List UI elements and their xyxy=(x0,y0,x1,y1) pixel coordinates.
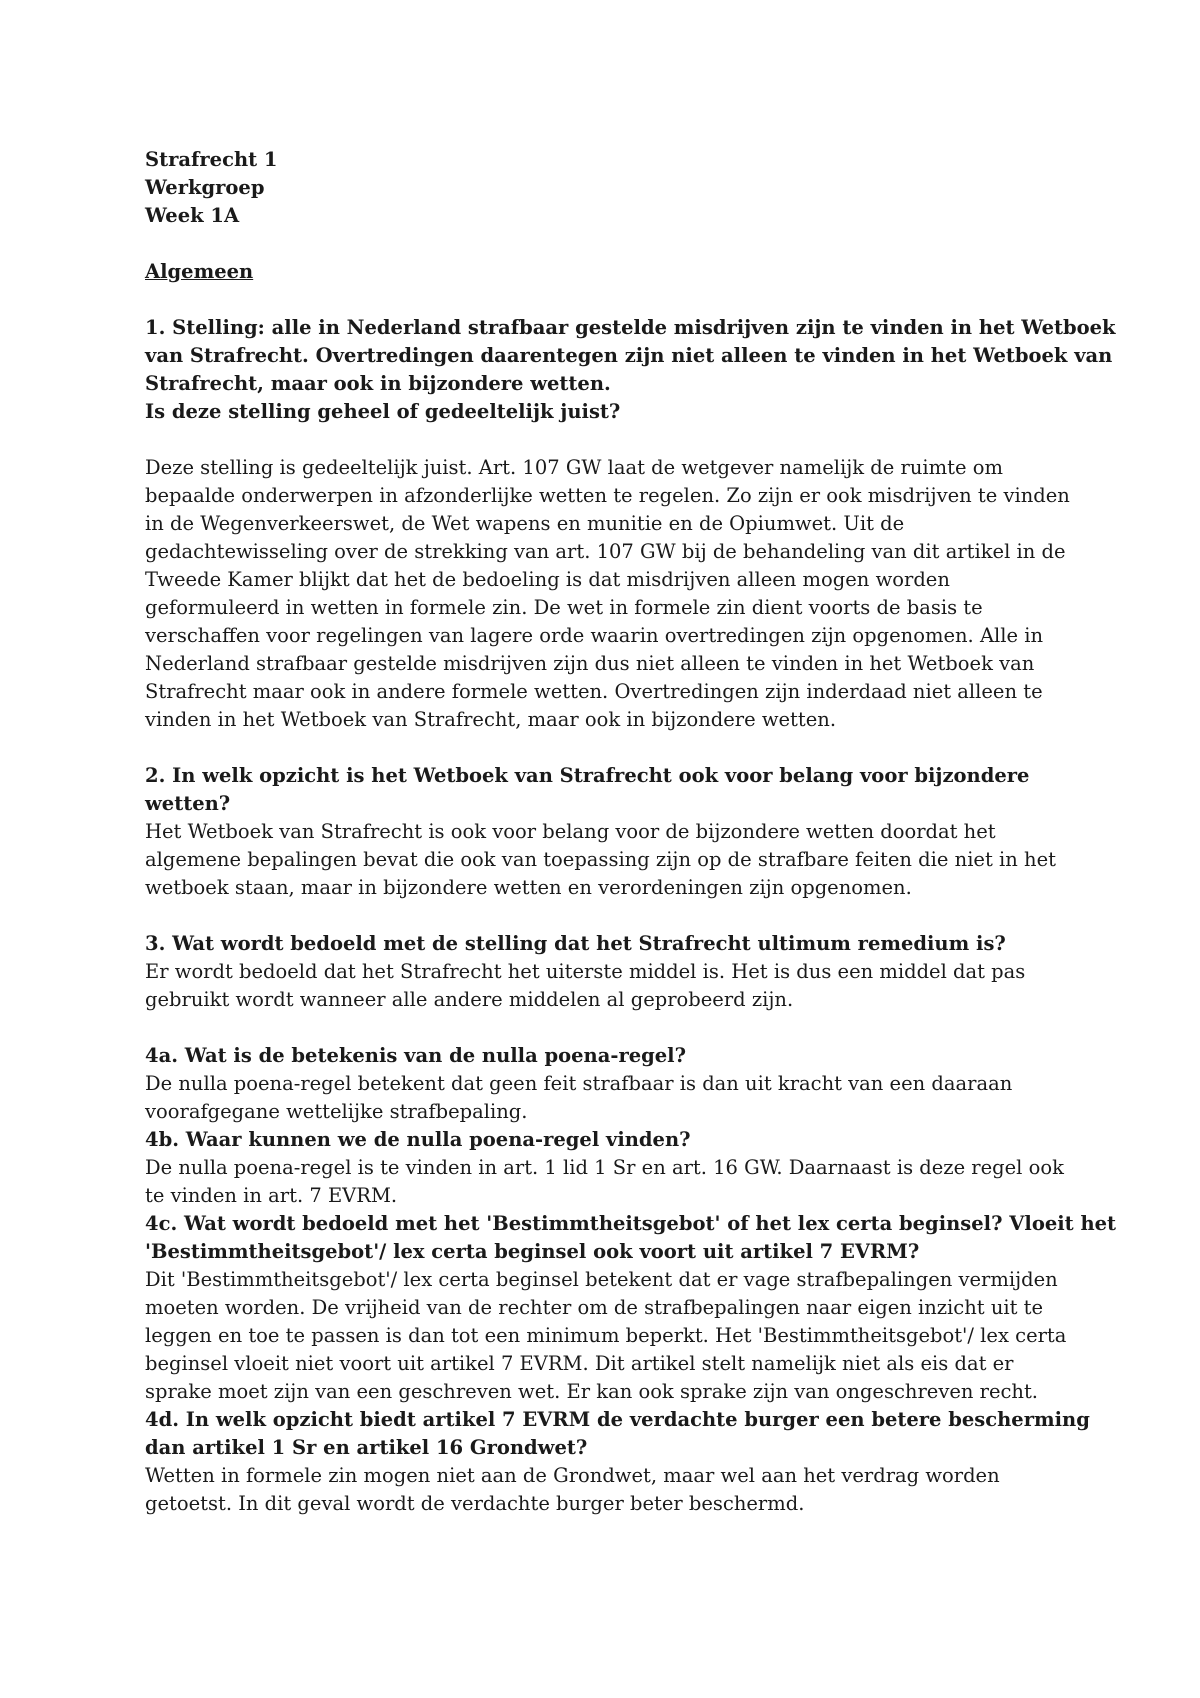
answer-line: sprake moet zijn van een geschreven wet. Er kan ook sprake zijn van ongeschreven recht. xyxy=(145,1380,1039,1403)
question-line: 'Bestimmtheitsgebot'/ lex certa beginsel ook voort uit artikel 7 EVRM? xyxy=(145,1240,920,1263)
answer-line: Er wordt bedoeld dat het Strafrecht het uiterste middel is. Het is dus een middel dat pas xyxy=(145,960,1026,983)
answer-line: beginsel vloeit niet voort uit artikel 7 EVRM. Dit artikel stelt namelijk niet als eis dat er xyxy=(145,1352,1014,1375)
answer-line: Strafrecht maar ook in andere formele wetten. Overtredingen zijn inderdaad niet alleen te xyxy=(145,680,1043,703)
question-line: 4c. Wat wordt bedoeld met het 'Bestimmtheitsgebot' of het lex certa beginsel? Vloeit het xyxy=(145,1212,1117,1235)
course-title: Strafrecht 1 xyxy=(145,148,278,171)
section-heading: Algemeen xyxy=(145,260,254,283)
answer-line: bepaalde onderwerpen in afzonderlijke wetten te regelen. Zo zijn er ook misdrijven te vinden xyxy=(145,484,1070,507)
question-line: Strafrecht, maar ook in bijzondere wetten. xyxy=(145,372,611,395)
answer-line: Het Wetboek van Strafrecht is ook voor belang voor de bijzondere wetten doordat het xyxy=(145,820,996,843)
question-line: Is deze stelling geheel of gedeeltelijk juist? xyxy=(145,400,621,423)
spacer xyxy=(145,426,1065,454)
answer-line: De nulla poena-regel is te vinden in art. 1 lid 1 Sr en art. 16 GW. Daarnaast is deze regel ook xyxy=(145,1156,1064,1179)
answer-line: wetboek staan, maar in bijzondere wetten en verordeningen zijn opgenomen. xyxy=(145,876,912,899)
question-line: 3. Wat wordt bedoeld met de stelling dat het Strafrecht ultimum remedium is? xyxy=(145,932,1006,955)
question-line: 1. Stelling: alle in Nederland strafbaar gestelde misdrijven zijn te vinden in het Wetboek xyxy=(145,316,1116,339)
question-2-block xyxy=(145,762,1065,902)
answer-line: leggen en toe te passen is dan tot een minimum beperkt. Het 'Bestimmtheitsgebot'/ lex certa xyxy=(145,1324,1067,1347)
document-header xyxy=(145,146,1065,230)
answer-line: vinden in het Wetboek van Strafrecht, maar ook in bijzondere wetten. xyxy=(145,708,837,731)
question-line: 4b. Waar kunnen we de nulla poena-regel vinden? xyxy=(145,1128,691,1151)
answer-line: Wetten in formele zin mogen niet aan de Grondwet, maar wel aan het verdrag worden xyxy=(145,1464,1000,1487)
answer-line: geformuleerd in wetten in formele zin. De wet in formele zin dient voorts de basis te xyxy=(145,596,983,619)
spacer xyxy=(145,286,1065,314)
answer-line: algemene bepalingen bevat die ook van toepassing zijn op de strafbare feiten die niet in het xyxy=(145,848,1056,871)
question-4b-block xyxy=(145,1126,1065,1210)
question-4a-block xyxy=(145,1042,1065,1126)
question-line: 4d. In welk opzicht biedt artikel 7 EVRM de verdachte burger een betere bescherming xyxy=(145,1408,1090,1431)
question-4c-block xyxy=(145,1210,1117,1406)
answer-line: voorafgegane wettelijke strafbepaling. xyxy=(145,1100,528,1123)
answer-line: De nulla poena-regel betekent dat geen feit strafbaar is dan uit kracht van een daaraan xyxy=(145,1072,1013,1095)
answer-line: getoetst. In dit geval wordt de verdachte burger beter beschermd. xyxy=(145,1492,805,1515)
question-line: wetten? xyxy=(145,792,231,815)
question-line: dan artikel 1 Sr en artikel 16 Grondwet? xyxy=(145,1436,588,1459)
answer-line: te vinden in art. 7 EVRM. xyxy=(145,1184,398,1207)
question-4d-block xyxy=(145,1406,1090,1518)
answer-line: Nederland strafbaar gestelde misdrijven zijn dus niet alleen te vinden in het Wetboek van xyxy=(145,652,1035,675)
week-label: Week 1A xyxy=(145,204,240,227)
question-3-block xyxy=(145,930,1065,1014)
question-line: 2. In welk opzicht is het Wetboek van Strafrecht ook voor belang voor bijzondere xyxy=(145,764,1030,787)
question-line: van Strafrecht. Overtredingen daarentegen zijn niet alleen te vinden in het Wetboek van xyxy=(145,344,1113,367)
answer-line: gebruikt wordt wanneer alle andere middelen al geprobeerd zijn. xyxy=(145,988,794,1011)
answer-line: verschaffen voor regelingen van lagere orde waarin overtredingen zijn opgenomen. Alle in xyxy=(145,624,1044,647)
answer-line: Dit 'Bestimmtheitsgebot'/ lex certa beginsel betekent dat er vage strafbepalingen vermijden xyxy=(145,1268,1058,1291)
spacer xyxy=(145,230,1065,258)
question-line: 4a. Wat is de betekenis van de nulla poena-regel? xyxy=(145,1044,687,1067)
spacer xyxy=(145,902,1065,930)
document-page xyxy=(145,146,1117,1518)
answer-line: in de Wegenverkeerswet, de Wet wapens en munitie en de Opiumwet. Uit de xyxy=(145,512,905,535)
answer-line: moeten worden. De vrijheid van de rechter om de strafbepalingen naar eigen inzicht uit te xyxy=(145,1296,1044,1319)
group-label: Werkgroep xyxy=(145,176,265,199)
spacer xyxy=(145,734,1065,762)
answer-line: gedachtewisseling over de strekking van art. 107 GW bij de behandeling van dit artikel in de xyxy=(145,540,1066,563)
question-1-block xyxy=(145,314,1116,734)
spacer xyxy=(145,1014,1065,1042)
answer-line: Tweede Kamer blijkt dat het de bedoeling is dat misdrijven alleen mogen worden xyxy=(145,568,950,591)
answer-line: Deze stelling is gedeeltelijk juist. Art. 107 GW laat de wetgever namelijk de ruimte om xyxy=(145,456,1003,479)
